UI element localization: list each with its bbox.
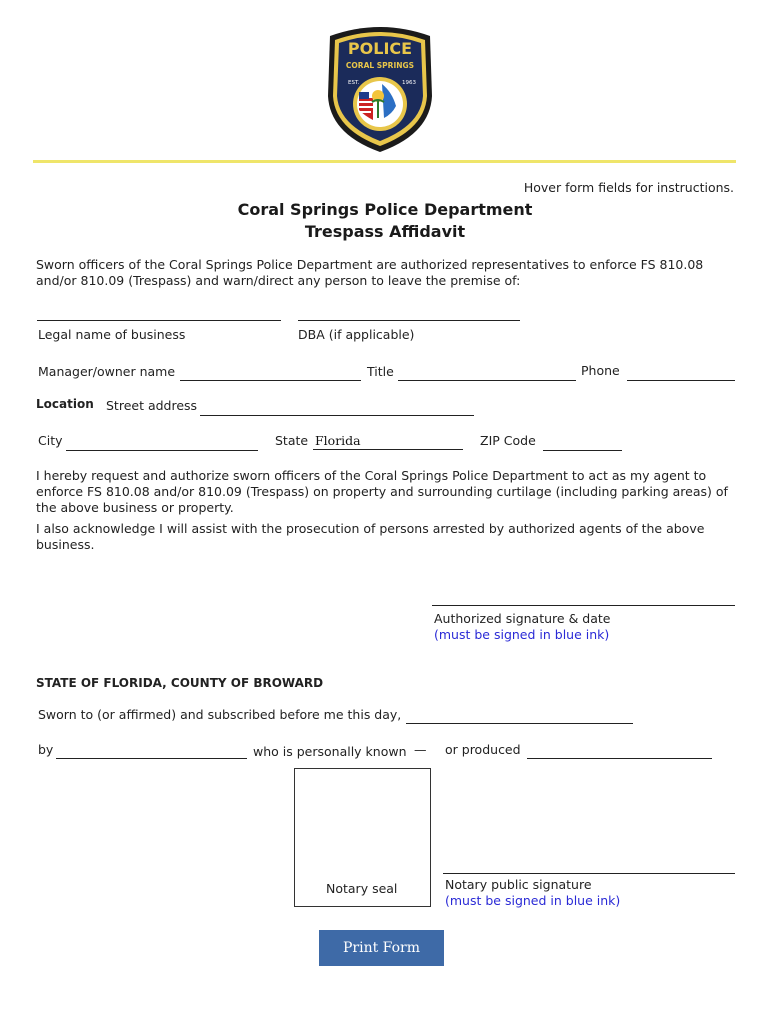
notary-signature-input[interactable] bbox=[443, 855, 735, 874]
legal-name-label: Legal name of business bbox=[38, 327, 186, 342]
dba-label: DBA (if applicable) bbox=[298, 327, 415, 342]
sworn-label: Sworn to (or affirmed) and subscribed before me this day, bbox=[38, 707, 402, 722]
page-subtitle: Trespass Affidavit bbox=[304, 222, 466, 241]
sworn-by-input[interactable] bbox=[56, 740, 247, 759]
authorized-signature-input[interactable] bbox=[432, 587, 735, 606]
notary-signature-label: Notary public signature bbox=[445, 877, 592, 892]
manager-label: Manager/owner name bbox=[38, 364, 176, 379]
badge-est-label: EST. bbox=[348, 80, 360, 86]
intro-paragraph: Sworn officers of the Coral Springs Police Department are authorized representatives to enforce FS 810.08 and/or 810.09 (Trespass) and warn/direct any person to leave the premise of: bbox=[36, 257, 704, 288]
phone-input[interactable] bbox=[627, 362, 735, 381]
produced-id-input[interactable] bbox=[527, 740, 712, 759]
instructions-text: Hover form fields for instructions. bbox=[523, 180, 734, 195]
manager-name-input[interactable] bbox=[180, 362, 361, 381]
badge-est-year: 1963 bbox=[402, 80, 416, 86]
notary-heading: STATE OF FLORIDA, COUNTY OF BROWARD bbox=[36, 676, 324, 690]
badge-city-text: CORAL SPRINGS bbox=[345, 61, 415, 70]
legal-name-input[interactable] bbox=[37, 302, 281, 321]
title-input[interactable] bbox=[398, 362, 576, 381]
notary-seal-label: Notary seal bbox=[326, 881, 398, 896]
city-label: City bbox=[38, 433, 63, 448]
phone-label: Phone bbox=[581, 363, 620, 378]
authorized-signature-label: Authorized signature & date bbox=[434, 611, 611, 626]
title-label: Title bbox=[367, 364, 394, 379]
notary-signature-note: (must be signed in blue ink) bbox=[445, 893, 621, 908]
header-divider bbox=[33, 160, 736, 163]
sworn-date-input[interactable] bbox=[406, 705, 633, 724]
dba-input[interactable] bbox=[298, 302, 520, 321]
by-label: by bbox=[38, 742, 54, 757]
zip-label: ZIP Code bbox=[480, 433, 536, 448]
police-badge-logo bbox=[322, 22, 438, 154]
personally-known-dash: — bbox=[414, 742, 427, 757]
authorization-paragraph: I hereby request and authorize sworn officers of the Coral Springs Police Department to act as my agent to enforce FS 810.08 and/or 810.09 (Trespass) on property and surrounding curtilage (including parking areas) of the above business or property. bbox=[36, 468, 728, 515]
page-title: Coral Springs Police Department bbox=[237, 200, 533, 219]
location-heading: Location bbox=[36, 397, 94, 411]
city-input[interactable] bbox=[66, 432, 258, 451]
zip-input[interactable] bbox=[543, 432, 622, 451]
state-input[interactable] bbox=[313, 431, 463, 450]
street-address-label: Street address bbox=[106, 398, 198, 413]
state-label: State bbox=[275, 433, 309, 448]
acknowledgement-paragraph: I also acknowledge I will assist with the prosecution of persons arrested by authorized agents of the above business. bbox=[36, 521, 705, 552]
personally-known-label: who is personally known bbox=[253, 744, 407, 759]
street-address-input[interactable] bbox=[200, 397, 474, 416]
print-form-button[interactable]: Print Form bbox=[319, 930, 444, 966]
produced-label: or produced bbox=[445, 742, 521, 757]
badge-police-text: POLICE bbox=[347, 39, 413, 58]
authorized-signature-note: (must be signed in blue ink) bbox=[434, 627, 610, 642]
